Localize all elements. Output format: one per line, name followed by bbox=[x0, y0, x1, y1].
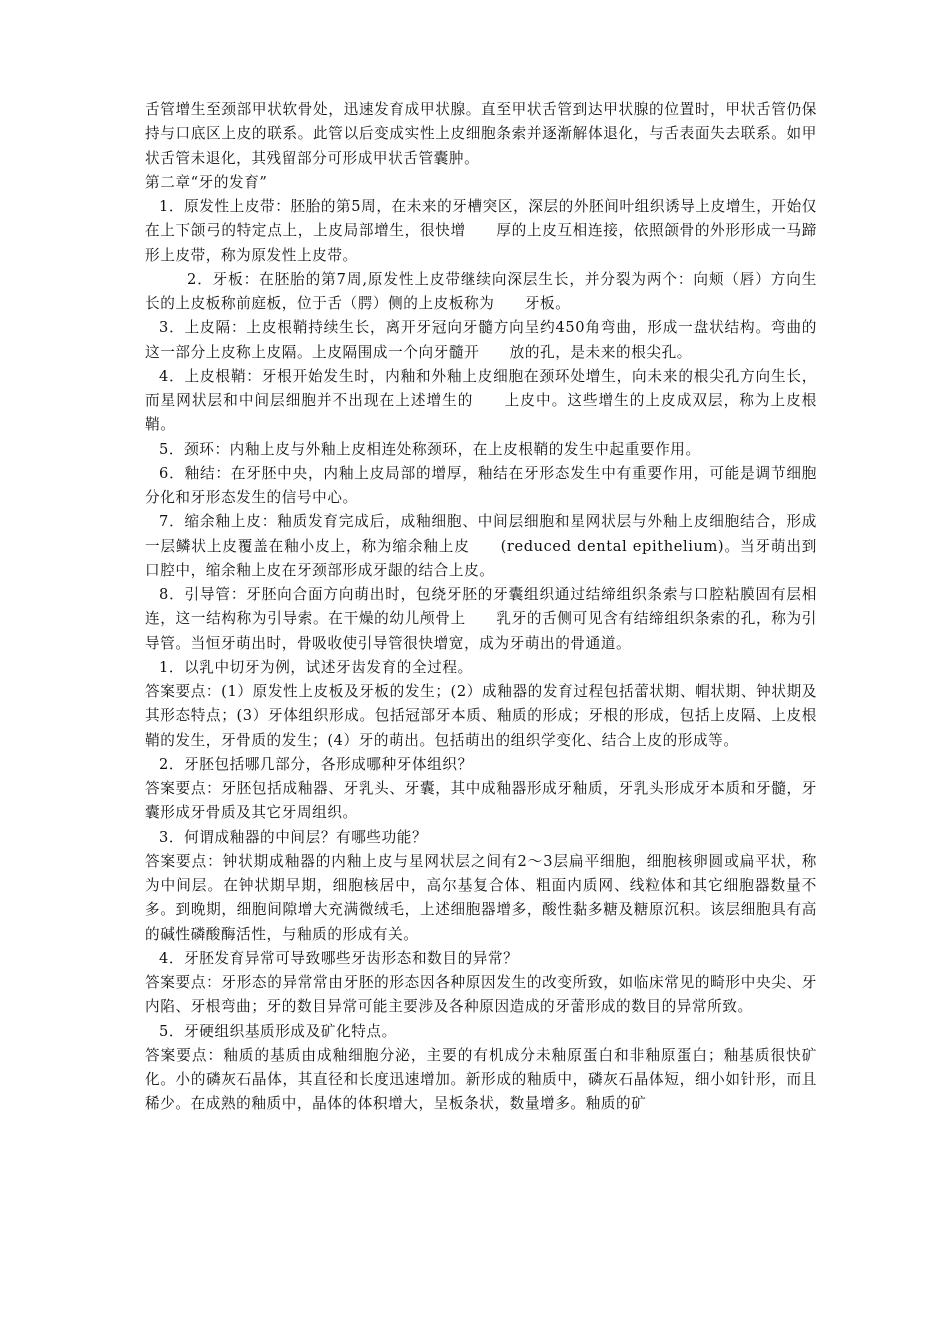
answer: 答案要点：釉质的基质由成釉细胞分泌，主要的有机成分未釉原蛋白和非釉原蛋白；釉基质很快矿化。小的磷灰石晶体，其直径和长度迅速增加。新形成的釉质中，磷灰石晶体短，细小如针形，而且稀少。在成熟的釉质中，晶体的体积增大，呈板条状，数量增多。釉质的矿 bbox=[145, 1046, 817, 1113]
paragraph: 舌管增生至颈部甲状软骨处，迅速发育成甲状腺。直至甲状舌管到达甲状腺的位置时，甲状舌管仍保持与口底区上皮的联系。此管以后变成实性上皮细胞条索并逐渐解体退化，与舌表面失去联系。如甲状舌管未退化，其残留部分可形成甲状舌管囊肿。 bbox=[145, 101, 817, 167]
answer: 答案要点：(1）原发性上皮板及牙板的发生；(2）成釉器的发育过程包括蕾状期、帽状期、钟状期及其形态特点；(3）牙体组织形成。包括冠部牙本质、釉质的形成；牙根的形成，包括上皮隔、上皮根鞘的发生，牙骨质的发生；(4）牙的萌出。包括萌出的组织学变化、结合上皮的形成等。 bbox=[145, 683, 817, 749]
paragraph: 1．原发性上皮带：胚胎的第5周，在未来的牙槽突区，深层的外胚间叶组织诱导上皮增生，开始仅在上下颌弓的特定点上，上皮局部增生，很快增 厚的上皮互相连接，依照颌骨的外形形成一马蹄形上皮带，称为原发性上皮带。 bbox=[145, 198, 817, 264]
paragraph: 3．上皮隔：上皮根鞘持续生长，离开牙冠向牙髓方向呈约450角弯曲，形成一盘状结构。弯曲的这一部分上皮称上皮隔。上皮隔围成一个向牙髓开 放的孔，是未来的根尖孔。 bbox=[145, 319, 817, 361]
paragraph: 7．缩余釉上皮：釉质发育完成后，成釉细胞、中间层细胞和星网状层与外釉上皮细胞结合，形成一层鳞状上皮覆盖在釉小皮上，称为缩余釉上皮 (reduced dental epithelium)。当牙萌出到口腔中，缩余釉上皮在牙颈部形成牙龈的结合上皮。 bbox=[145, 513, 817, 579]
answer: 答案要点：钟状期成釉器的内釉上皮与星网状层之间有2～3层扁平细胞，细胞核卵圆或扁平状，称为中间层。在钟状期早期，细胞核居中，高尔基复合体、粗面内质网、线粒体和其它细胞器数量不多。到晚期，细胞间隙增大充满微绒毛，上述细胞器增多，酸性黏多糖及糖原沉积。该层细胞具有高的碱性磷酸酶活性，与釉质的形成有关。 bbox=[145, 852, 817, 943]
question: 5．牙硬组织基质形成及矿化特点。 bbox=[159, 1022, 397, 1040]
question: 3．何谓成釉器的中间层？有哪些功能？ bbox=[159, 828, 428, 846]
answer: 答案要点：牙胚包括成釉器、牙乳头、牙囊，其中成釉器形成牙釉质，牙乳头形成牙本质和牙髓，牙囊形成牙骨质及其它牙周组织。 bbox=[145, 780, 817, 822]
question: 4．牙胚发育异常可导致哪些牙齿形态和数目的异常？ bbox=[159, 949, 519, 967]
chapter-heading: 第二章“牙的发育” bbox=[145, 173, 268, 191]
paragraph: 8．引导管：牙胚向合面方向萌出时，包绕牙胚的牙囊组织通过结缔组织条索与口腔粘膜固有层相连，这一结构称为引导索。在干燥的幼儿颅骨上 乳牙的舌侧可见含有结缔组织条索的孔，称为引导管。当恒牙萌出时，骨吸收使引导管很快增宽，成为牙萌出的骨通道。 bbox=[145, 586, 817, 652]
paragraph: 4．上皮根鞘：牙根开始发生时，内釉和外釉上皮细胞在颈环处增生，向未来的根尖孔方向生长，而星网状层和中间层细胞并不出现在上述增生的 上皮中。这些增生的上皮成双层，称为上皮根鞘。 bbox=[145, 367, 817, 434]
paragraph: 6．釉结：在牙胚中央，内釉上皮局部的增厚，釉结在牙形态发生中有重要作用，可能是调节细胞分化和牙形态发生的信号中心。 bbox=[145, 464, 817, 506]
paragraph: 5．颈环：内釉上皮与外釉上皮相连处称颈环，在上皮根鞘的发生中起重要作用。 bbox=[159, 440, 701, 458]
document-page bbox=[145, 98, 817, 1117]
paragraph: 2．牙板：在胚胎的第7周,原发性上皮带继续向深层生长，并分裂为两个：向颊（唇）方向生长的上皮板称前庭板，位于舌（腭）侧的上皮板称为 牙板。 bbox=[145, 270, 817, 312]
question: 1．以乳中切牙为例，试述牙齿发育的全过程。 bbox=[159, 658, 473, 676]
answer: 答案要点：牙形态的异常常由牙胚的形态因各种原因发生的改变所致，如临床常见的畸形中央尖、牙内陷、牙根弯曲；牙的数目异常可能主要涉及各种原因造成的牙蕾形成的数目的异常所致。 bbox=[145, 974, 817, 1016]
question: 2．牙胚包括哪几部分，各形成哪种牙体组织？ bbox=[159, 755, 473, 773]
